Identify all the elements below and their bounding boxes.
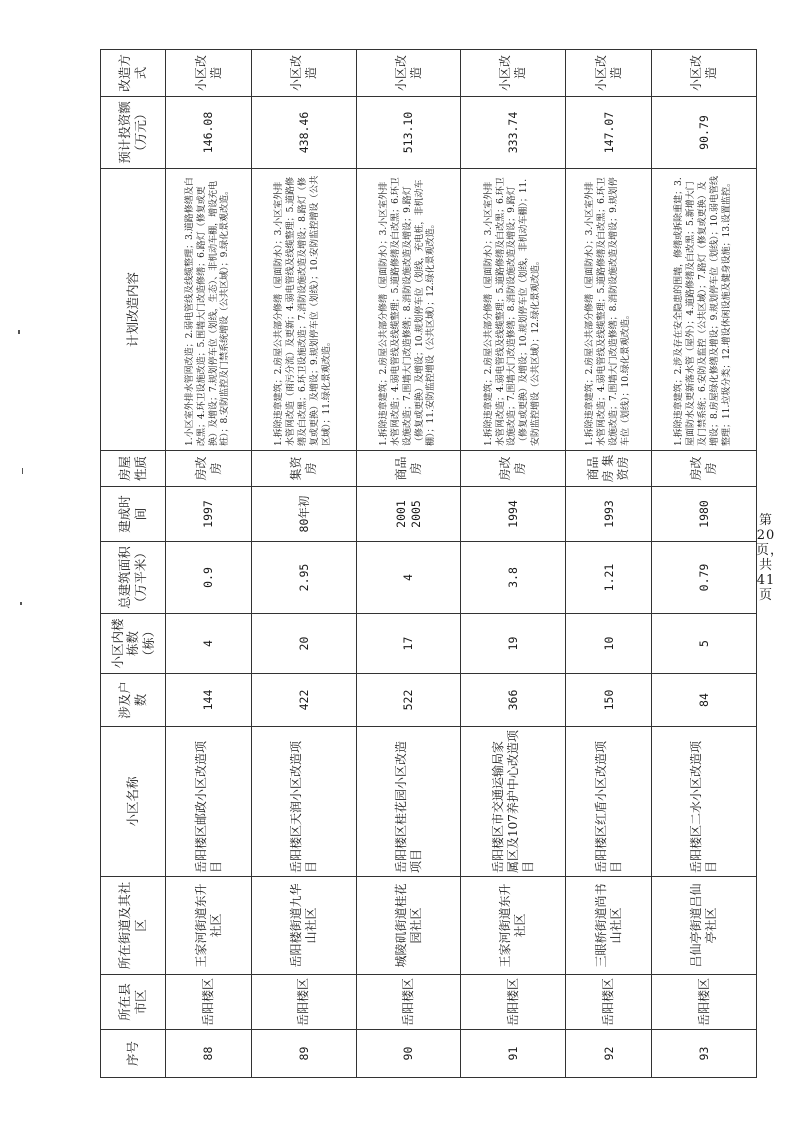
buildings-cell: 10	[566, 614, 652, 674]
year-cell: 2001 2005	[356, 487, 461, 542]
header-row	[101, 50, 166, 1078]
county-cell: 岳阳楼区	[461, 975, 566, 1030]
plan-cell: 1.拆除违章建筑；2.涉及存在安全隐患的围墙，修缮或拆除重建；3.屋面防水及更新落水管（屋外）；4.道路修缮及白改黑；5.新增大门及门禁系统；6.安防及监控（公共区域）；7.路灯（修复或更换）及增设；8.房屋绿化修缮及增设；9.规划停车位（划线）；10.弱电管线整理；11.垃圾分类；12.增设休闲设施及健身设施；13.设置监控。	[652, 169, 757, 451]
row-number: 92	[566, 1030, 652, 1078]
street-cell: 王家河街道东升社区	[166, 877, 252, 975]
households-cell: 522	[356, 674, 461, 727]
mode-cell: 小区改造	[252, 50, 357, 97]
investment-cell: 90.79	[652, 97, 757, 169]
investment-cell: 146.08	[166, 97, 252, 169]
header-cell: 所在县市区	[101, 975, 166, 1030]
households-cell: 422	[252, 674, 357, 727]
community-name-cell: 岳阳楼区天润小区改造项目	[252, 727, 357, 877]
county-cell: 岳阳楼区	[566, 975, 652, 1030]
county-cell: 岳阳楼区	[166, 975, 252, 1030]
households-cell: 366	[461, 674, 566, 727]
county-cell: 岳阳楼区	[356, 975, 461, 1030]
plan-cell: 1.拆除违章建筑；2.房屋公共部分修缮（屋面防水）；3.小区室外排水管网改造；4.弱电管线及线缆整理；5.道路修缮及白改黑；6.环卫设施改造；7.围墙大门改造修缮；8.消防设施改造及增设；9.规划停车位（划线）；10.绿化景观改造。	[566, 169, 652, 451]
scan-speck	[18, 330, 20, 334]
street-cell: 王家河街道东升社区	[461, 877, 566, 975]
header-cell: 计划改造内容	[101, 169, 166, 451]
nature-cell: 房改房	[461, 451, 566, 487]
community-name-cell: 岳阳楼区红盾小区改造项目	[566, 727, 652, 877]
buildings-cell: 17	[356, 614, 461, 674]
street-cell: 三眼桥街道尚书山社区	[566, 877, 652, 975]
county-cell: 岳阳楼区	[652, 975, 757, 1030]
mode-cell: 小区改造	[566, 50, 652, 97]
table-row	[166, 50, 252, 1078]
scan-speck	[22, 468, 23, 474]
row-number: 88	[166, 1030, 252, 1078]
renovation-projects-table	[100, 49, 757, 1078]
street-cell: 城陵矶街道桂花园社区	[356, 877, 461, 975]
households-cell: 144	[166, 674, 252, 727]
households-cell: 150	[566, 674, 652, 727]
header-cell: 房屋性质	[101, 451, 166, 487]
street-cell: 岳阳楼街道九华山社区	[252, 877, 357, 975]
investment-cell: 513.10	[356, 97, 461, 169]
row-number: 90	[356, 1030, 461, 1078]
table-row	[566, 50, 652, 1078]
area-cell: 2.95	[252, 542, 357, 614]
nature-cell: 房改房	[652, 451, 757, 487]
year-cell: 1994	[461, 487, 566, 542]
page-footer: 第 20 页，共 41 页	[756, 513, 785, 603]
row-number: 91	[461, 1030, 566, 1078]
investment-cell: 147.07	[566, 97, 652, 169]
table-row	[461, 50, 566, 1078]
mode-cell: 小区改造	[652, 50, 757, 97]
community-name-cell: 岳阳楼区市交通运输局家属区及107养护中心改造项目	[461, 727, 566, 877]
year-cell: 1997	[166, 487, 252, 542]
community-name-cell: 岳阳楼区二水小区改造项目	[652, 727, 757, 877]
plan-cell: 1.拆除违章建筑；2.房屋公共部分修缮（屋面防水）；3.小区室外排水管网改造；4.弱电管线及线缆整理；5.道路修缮及白改黑；6.环卫设施改造；7.围墙大门改造修缮；8.消防设施改造及增设；9.路灯（修复或更换）及增设；10.规划停车位（划线，非机动车棚）；11.安防监控增设（公共区域）；12.绿化景观改造。	[461, 169, 566, 451]
header-cell: 涉及户数	[101, 674, 166, 727]
scan-speck	[20, 602, 22, 605]
year-cell: 80年初	[252, 487, 357, 542]
header-cell: 序号	[101, 1030, 166, 1078]
area-cell: 4	[356, 542, 461, 614]
plan-cell: 1.拆除违章建筑；2.房屋公共部分修缮（屋面防水）；3.小区室外排水管网改造；4.弱电管线及线缆整理；5.道路修缮及白改黑；6.环卫设施改造；7.围墙大门改造修缮；8.消防设施改造及增设；9.路灯（修复或更换）及增设；10.规划停车位（划线，充电桩，非机动车棚）；11.安防监控增设（公共区域）；12.绿化景观改造。	[356, 169, 461, 451]
community-name-cell: 岳阳楼区邮政小区改造项目	[166, 727, 252, 877]
plan-cell: 1.拆除违章建筑；2.房屋公共部分修缮（屋面防水）；3.小区室外排水管网改造（雨污分流）及更新；4.弱电管线及线缆整理；5.道路修缮及白改黑；6.环卫设施改造；7.消防设施改造及增设；8.路灯（修复或更换）及增设；9.规划停车位（划线）；10.安防监控增设（公共区域）；11.绿化景观改造。	[252, 169, 357, 451]
community-name-cell: 岳阳楼区桂花园小区改造项目	[356, 727, 461, 877]
mode-cell: 小区改造	[461, 50, 566, 97]
table-row	[252, 50, 357, 1078]
plan-cell: 1.小区室外排水管网改造；2.弱电管线及线缆整理；3.道路修缮及白改黑；4.环卫设施改造；5.围墙大门改造修缮；6.路灯（修复或更换）及增设；7.规划停车位（划线，生态）、非机动车棚，增设充电桩）；8.安防监控及门禁系统增设（公共区域）；9.绿化景观改造。	[166, 169, 252, 451]
buildings-cell: 5	[652, 614, 757, 674]
street-cell: 吕仙亭街道吕仙亭社区	[652, 877, 757, 975]
header-cell: 小区内楼栋数（栋）	[101, 614, 166, 674]
header-cell: 预计投资额（万元）	[101, 97, 166, 169]
area-cell: 0.79	[652, 542, 757, 614]
nature-cell: 房改房	[166, 451, 252, 487]
buildings-cell: 19	[461, 614, 566, 674]
header-cell: 改造方式	[101, 50, 166, 97]
investment-cell: 333.74	[461, 97, 566, 169]
header-cell: 小区名称	[101, 727, 166, 877]
nature-cell: 集资房	[252, 451, 357, 487]
mode-cell: 小区改造	[166, 50, 252, 97]
year-cell: 1980	[652, 487, 757, 542]
area-cell: 1.21	[566, 542, 652, 614]
mode-cell: 小区改造	[356, 50, 461, 97]
header-cell: 建成时间	[101, 487, 166, 542]
year-cell: 1993	[566, 487, 652, 542]
county-cell: 岳阳楼区	[252, 975, 357, 1030]
rotated-table-wrapper	[100, 50, 757, 1078]
nature-cell: 商品房	[356, 451, 461, 487]
table-row	[652, 50, 757, 1078]
header-cell: 所在街道及其社区	[101, 877, 166, 975]
table-row	[356, 50, 461, 1078]
nature-cell: 商品房 集资房	[566, 451, 652, 487]
households-cell: 84	[652, 674, 757, 727]
row-number: 89	[252, 1030, 357, 1078]
row-number: 93	[652, 1030, 757, 1078]
buildings-cell: 4	[166, 614, 252, 674]
area-cell: 3.8	[461, 542, 566, 614]
area-cell: 0.9	[166, 542, 252, 614]
investment-cell: 438.46	[252, 97, 357, 169]
header-cell: 总建筑面积（万平米）	[101, 542, 166, 614]
buildings-cell: 20	[252, 614, 357, 674]
